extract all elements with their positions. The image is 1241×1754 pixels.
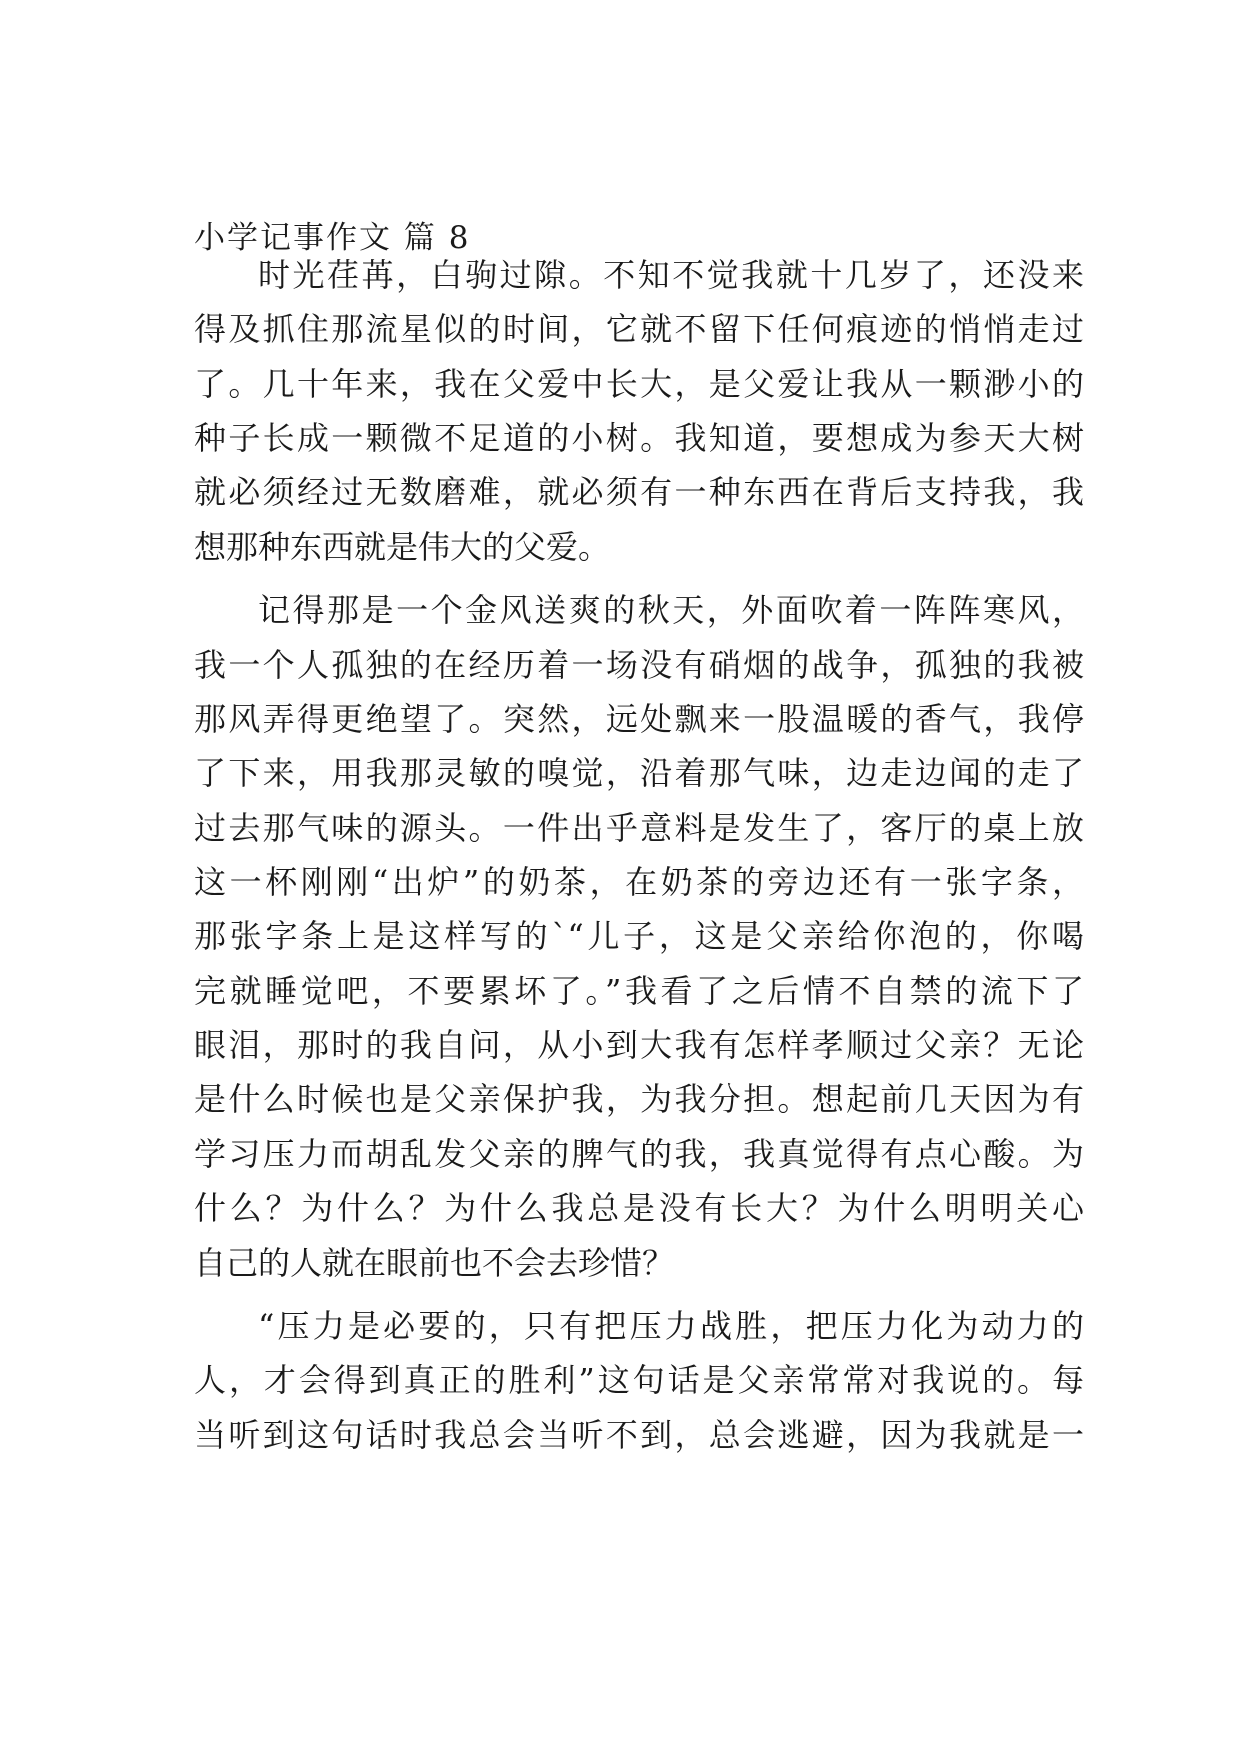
- paragraph-1-line-3: 了。几十年来，我在父爱中长大，是父爱让我从一颗渺小的: [194, 365, 1084, 403]
- paragraph-3-line-1: “压力是必要的，只有把压力战胜，把压力化为动力的: [258, 1307, 1084, 1345]
- paragraph-3-line-3: 当听到这句话时我总会当听不到，总会逃避，因为我就是一: [194, 1416, 1084, 1454]
- paragraph-1-line-2: 得及抓住那流星似的时间，它就不留下任何痕迹的悄悄走过: [194, 310, 1084, 348]
- paragraph-2-line-12: 什么？为什么？为什么我总是没有长大？为什么明明关心: [194, 1189, 1084, 1227]
- document-title: 小学记事作文 篇 8: [194, 220, 471, 256]
- paragraph-2-line-13: 自己的人就在眼前也不会去珍惜？: [194, 1244, 675, 1282]
- paragraph-2-line-5: 过去那气味的源头。一件出乎意料是发生了，客厅的桌上放: [194, 809, 1084, 847]
- paragraph-2-line-4: 了下来，用我那灵敏的嗅觉，沿着那气味，边走边闻的走了: [194, 754, 1084, 792]
- paragraph-2-line-11: 学习压力而胡乱发父亲的脾气的我，我真觉得有点心酸。为: [194, 1135, 1084, 1173]
- paragraph-2-line-3: 那风弄得更绝望了。突然，远处飘来一股温暖的香气，我停: [194, 700, 1084, 738]
- paragraph-2-line-8: 完就睡觉吧，不要累坏了。”我看了之后情不自禁的流下了: [194, 972, 1084, 1010]
- paragraph-1-line-5: 就必须经过无数磨难，就必须有一种东西在背后支持我，我: [194, 473, 1084, 511]
- paragraph-2-line-2: 我一个人孤独的在经历着一场没有硝烟的战争，孤独的我被: [194, 646, 1084, 684]
- paragraph-2-line-6: 这一杯刚刚“出炉”的奶茶，在奶茶的旁边还有一张字条，: [194, 863, 1084, 901]
- paragraph-1-line-6: 想那种东西就是伟大的父爱。: [194, 528, 611, 566]
- paragraph-2-line-7: 那张字条上是这样写的`“儿子，这是父亲给你泡的，你喝: [194, 917, 1084, 955]
- paragraph-2-line-9: 眼泪，那时的我自问，从小到大我有怎样孝顺过父亲？无论: [194, 1026, 1084, 1064]
- paragraph-1-line-1: 时光荏苒，白驹过隙。不知不觉我就十几岁了，还没来: [258, 256, 1084, 294]
- paragraph-2-line-10: 是什么时候也是父亲保护我，为我分担。想起前几天因为有: [194, 1080, 1084, 1118]
- paragraph-3-line-2: 人，才会得到真正的胜利”这句话是父亲常常对我说的。每: [194, 1361, 1084, 1399]
- paragraph-2-line-1: 记得那是一个金风送爽的秋天，外面吹着一阵阵寒风，: [258, 591, 1084, 629]
- paragraph-1-line-4: 种子长成一颗微不足道的小树。我知道，要想成为参天大树: [194, 419, 1084, 457]
